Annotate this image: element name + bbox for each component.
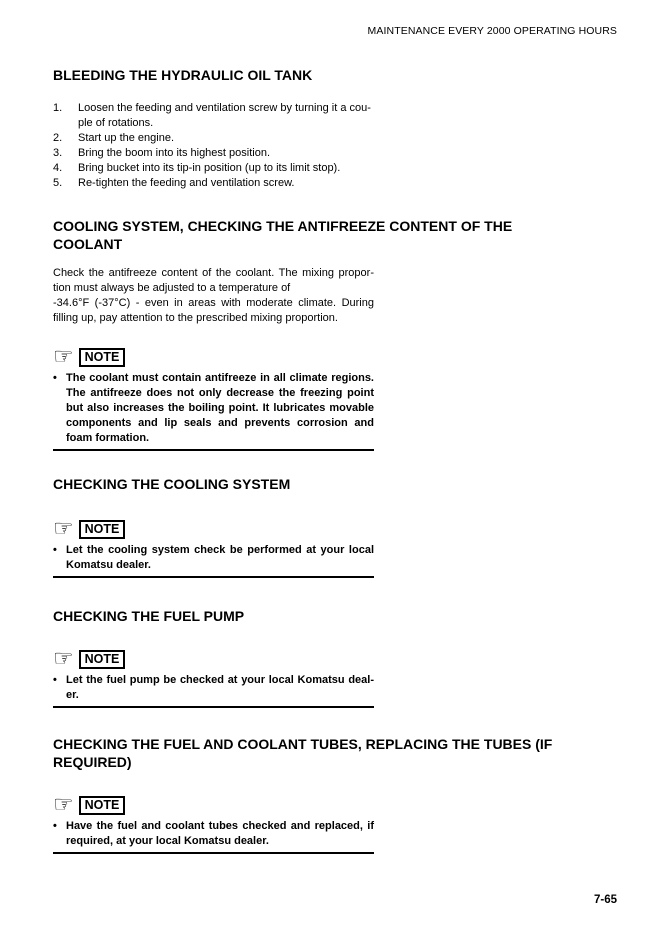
running-header: MAINTENANCE EVERY 2000 OPERATING HOURS (367, 25, 617, 37)
step-number: 2. (53, 132, 63, 144)
note-bullet-item (53, 673, 374, 703)
note-bullet-item (53, 371, 374, 446)
note-header (53, 515, 374, 542)
divider-rule (53, 706, 374, 708)
pointing-hand-icon: ☞ (53, 515, 74, 542)
step-text: Re-tighten the feeding and ventilation screw. (78, 177, 295, 189)
bullet-icon: • (53, 372, 57, 384)
note-label: NOTE (79, 348, 126, 367)
note-bullet-item (53, 819, 374, 849)
pointing-hand-icon: ☞ (53, 645, 74, 672)
step-text: Loosen the feeding and ventilation screw by turning it a cou- ple of rotations. (78, 102, 371, 129)
note-text: The coolant must contain antifreeze in all climate regions. The antifreeze does not only decrease the freezing point but also increases the boiling point. It lubricates movable components and lip seals and prevents corrosion and foam formation. (66, 372, 374, 444)
bullet-icon: • (53, 674, 57, 686)
note-label: NOTE (79, 796, 126, 815)
note-block-antifreeze (53, 343, 374, 451)
note-text: Let the fuel pump be checked at your local Komatsu deal- er. (66, 674, 374, 701)
step-number: 5. (53, 177, 63, 189)
step-number: 1. (53, 102, 63, 114)
note-header (53, 645, 374, 672)
list-item (53, 146, 374, 161)
step-text: Start up the engine. (78, 132, 175, 144)
section-title-cooling-system: CHECKING THE COOLING SYSTEM (53, 476, 291, 492)
note-block-fuel-coolant-tubes (53, 791, 374, 854)
step-number: 3. (53, 147, 63, 159)
section-title-fuel-pump: CHECKING THE FUEL PUMP (53, 608, 245, 624)
bullet-icon: • (53, 820, 57, 832)
page-number: 7-65 (593, 894, 617, 906)
note-text: Let the cooling system check be performed at your local Komatsu dealer. (66, 544, 374, 571)
pointing-hand-icon: ☞ (53, 791, 74, 818)
note-block-cooling-system (53, 515, 374, 578)
list-item (53, 131, 374, 146)
note-text: Have the fuel and coolant tubes checked and replaced, if required, at your local Komatsu dealer. (66, 820, 374, 847)
list-item (53, 176, 374, 191)
divider-rule (53, 852, 374, 854)
pointing-hand-icon: ☞ (53, 343, 74, 370)
note-header (53, 791, 374, 818)
note-label: NOTE (79, 520, 126, 539)
section-title-cooling-antifreeze: COOLING SYSTEM, CHECKING THE ANTIFREEZE CONTENT OF THE COOLANT (53, 218, 513, 252)
divider-rule (53, 449, 374, 451)
step-number: 4. (53, 162, 63, 174)
note-header (53, 343, 374, 370)
note-bullet-item (53, 543, 374, 573)
paragraph-antifreeze: Check the antifreeze content of the coolant. The mixing propor- tion must always be adjusted to a temperature of -34.6°F (-37°C) - even in areas with moderate climate. During filling up, pay attention to the prescribed mixing proportion. (53, 267, 374, 324)
section-title-fuel-coolant-tubes: CHECKING THE FUEL AND COOLANT TUBES, REPLACING THE TUBES (IF REQUIRED) (53, 736, 553, 770)
note-label: NOTE (79, 650, 126, 669)
numbered-step-list (53, 101, 374, 191)
divider-rule (53, 576, 374, 578)
bullet-icon: • (53, 544, 57, 556)
list-item (53, 101, 374, 131)
note-block-fuel-pump (53, 645, 374, 708)
step-text: Bring the boom into its highest position. (78, 147, 271, 159)
section-title-bleeding-hydraulic-oil-tank: BLEEDING THE HYDRAULIC OIL TANK (53, 67, 313, 83)
list-item (53, 161, 374, 176)
step-text: Bring bucket into its tip-in position (up to its limit stop). (78, 162, 341, 174)
